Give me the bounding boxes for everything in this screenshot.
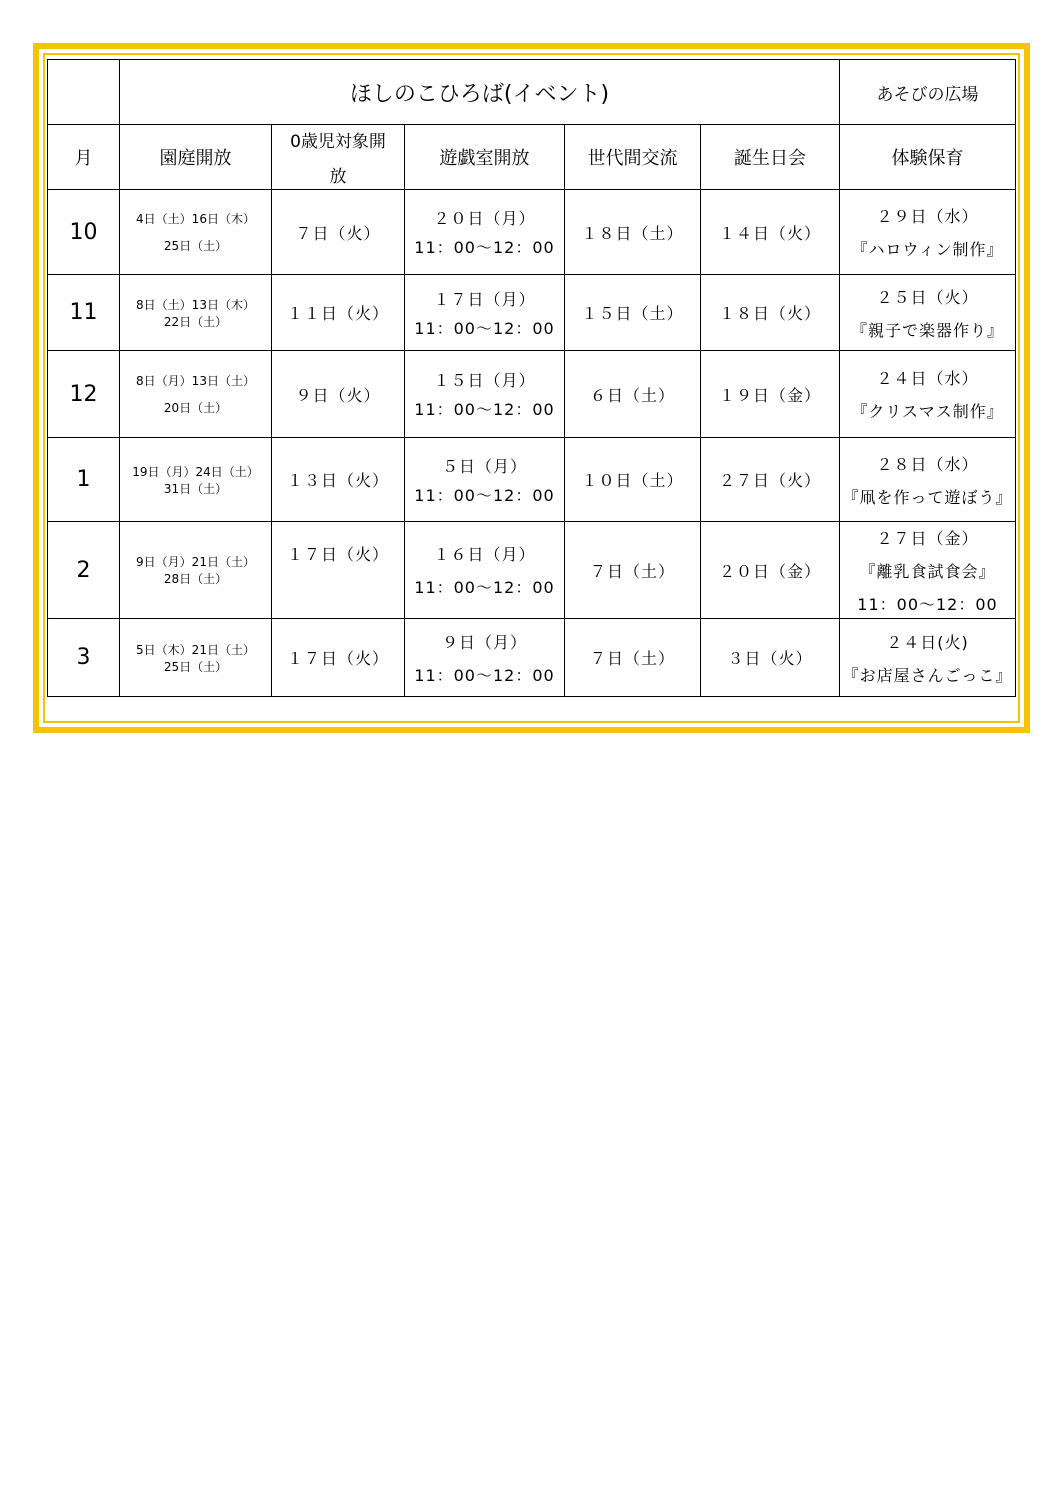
playroom-time: 11：00～12：00 <box>414 400 555 419</box>
birthday-date: ２０日（金） <box>701 522 840 619</box>
garden-dates-line2: 31日（土） <box>163 481 228 496</box>
playroom-time: 11：00～12：00 <box>414 665 555 685</box>
col-zero-year-open-line2: 放 <box>329 167 347 187</box>
table-row <box>48 438 1016 522</box>
intergen-date: １８日（土） <box>565 190 701 275</box>
playroom-time: 11：00～12：00 <box>414 485 555 505</box>
trial-date <box>840 522 1016 619</box>
playroom-date <box>405 438 565 522</box>
trial-date <box>840 190 1016 275</box>
playroom-date <box>405 275 565 351</box>
trial-theme: 『クリスマス制作』 <box>851 402 1004 421</box>
playroom-day: １６日（月） <box>433 545 536 564</box>
playroom-date <box>405 190 565 275</box>
month-cell: 10 <box>48 190 120 275</box>
col-month: 月 <box>48 125 120 190</box>
playroom-time: 11：00～12：00 <box>414 318 555 338</box>
intergen-date: １０日（土） <box>565 438 701 522</box>
playroom-time: 11：00～12：00 <box>414 238 555 257</box>
garden-dates-line1: 19日（月）24日（土） <box>132 464 259 479</box>
playroom-day: ９日（月） <box>441 632 527 652</box>
zero-year-date: ７日（火） <box>272 190 405 275</box>
col-zero-year-open <box>272 125 405 190</box>
month-cell: 1 <box>48 438 120 522</box>
month-cell: 3 <box>48 619 120 697</box>
birthday-date: １９日（金） <box>701 351 840 438</box>
garden-dates <box>120 275 272 351</box>
trial-day: ２８日（水） <box>876 454 979 474</box>
playroom-day: ５日（月） <box>441 456 527 476</box>
zero-year-date: ９日（火） <box>272 351 405 438</box>
trial-date <box>840 438 1016 522</box>
zero-year-date: １７日（火） <box>272 522 405 619</box>
trial-date <box>840 619 1016 697</box>
table-row <box>48 619 1016 697</box>
trial-theme: 『凧を作って遊ぼう』 <box>842 487 1013 507</box>
zero-year-date: １３日（火） <box>272 438 405 522</box>
col-birthday-party: 誕生日会 <box>701 125 840 190</box>
playroom-date <box>405 522 565 619</box>
trial-day: ２９日（水） <box>876 207 979 226</box>
table-row <box>48 190 1016 275</box>
zero-year-date: １１日（火） <box>272 275 405 351</box>
playground-title: あそびの広場 <box>840 60 1016 125</box>
table-row <box>48 351 1016 438</box>
garden-dates <box>120 522 272 619</box>
month-cell: 2 <box>48 522 120 619</box>
garden-dates-line2: 22日（土） <box>163 314 228 329</box>
playroom-day: ２０日（月） <box>433 209 536 228</box>
col-playroom-open: 遊戯室開放 <box>405 125 565 190</box>
table-row <box>48 275 1016 351</box>
playroom-day: １５日（月） <box>433 371 536 390</box>
birthday-date: １８日（火） <box>701 275 840 351</box>
birthday-date: ３日（火） <box>701 619 840 697</box>
garden-dates-line1: 8日（土）13日（木） <box>136 297 255 312</box>
col-trial-childcare: 体験保育 <box>840 125 1016 190</box>
garden-dates-line2: 25日（土） <box>163 659 228 674</box>
birthday-date: ２７日（火） <box>701 438 840 522</box>
intergen-date: １５日（土） <box>565 275 701 351</box>
trial-day: ２７日（金） <box>876 528 979 548</box>
garden-dates-line1: 5日（木）21日（土） <box>136 642 255 657</box>
month-cell: 11 <box>48 275 120 351</box>
garden-dates-line1: 4日（土）16日（木） <box>136 212 255 226</box>
event-schedule-table <box>47 59 1016 697</box>
zero-year-date: １７日（火） <box>272 619 405 697</box>
garden-dates <box>120 190 272 275</box>
event-title: ほしのこひろば(イベント) <box>120 60 840 125</box>
trial-theme: 『ハロウィン制作』 <box>851 240 1004 259</box>
corner-cell <box>48 60 120 125</box>
trial-day: ２４日(火) <box>886 632 969 652</box>
month-cell: 12 <box>48 351 120 438</box>
trial-time: 11：00～12：00 <box>857 594 998 614</box>
garden-dates-line2: 25日（土） <box>163 239 228 253</box>
table-row <box>48 522 1016 619</box>
garden-dates <box>120 438 272 522</box>
birthday-date: １４日（火） <box>701 190 840 275</box>
col-garden-open: 園庭開放 <box>120 125 272 190</box>
trial-theme: 『お店屋さんごっこ』 <box>842 665 1013 685</box>
playroom-day: １７日（月） <box>433 289 536 309</box>
garden-dates-line2: 28日（土） <box>163 572 228 586</box>
garden-dates-line1: 9日（月）21日（土） <box>136 555 255 569</box>
trial-date <box>840 351 1016 438</box>
intergen-date: ７日（土） <box>565 522 701 619</box>
trial-day: ２４日（水） <box>876 369 979 388</box>
col-intergenerational: 世代間交流 <box>565 125 701 190</box>
trial-day: ２５日（火） <box>876 287 979 307</box>
intergen-date: ７日（土） <box>565 619 701 697</box>
garden-dates-line2: 20日（土） <box>163 401 228 415</box>
playroom-time: 11：00～12：00 <box>414 578 555 597</box>
trial-theme: 『離乳食試食会』 <box>859 561 996 581</box>
garden-dates <box>120 351 272 438</box>
trial-date <box>840 275 1016 351</box>
intergen-date: ６日（土） <box>565 351 701 438</box>
col-zero-year-open-line1: 0歳児対象開 <box>290 132 386 152</box>
garden-dates <box>120 619 272 697</box>
garden-dates-line1: 8日（月）13日（土） <box>136 374 255 388</box>
playroom-date <box>405 619 565 697</box>
trial-theme: 『親子で楽器作り』 <box>851 320 1005 340</box>
playroom-date <box>405 351 565 438</box>
